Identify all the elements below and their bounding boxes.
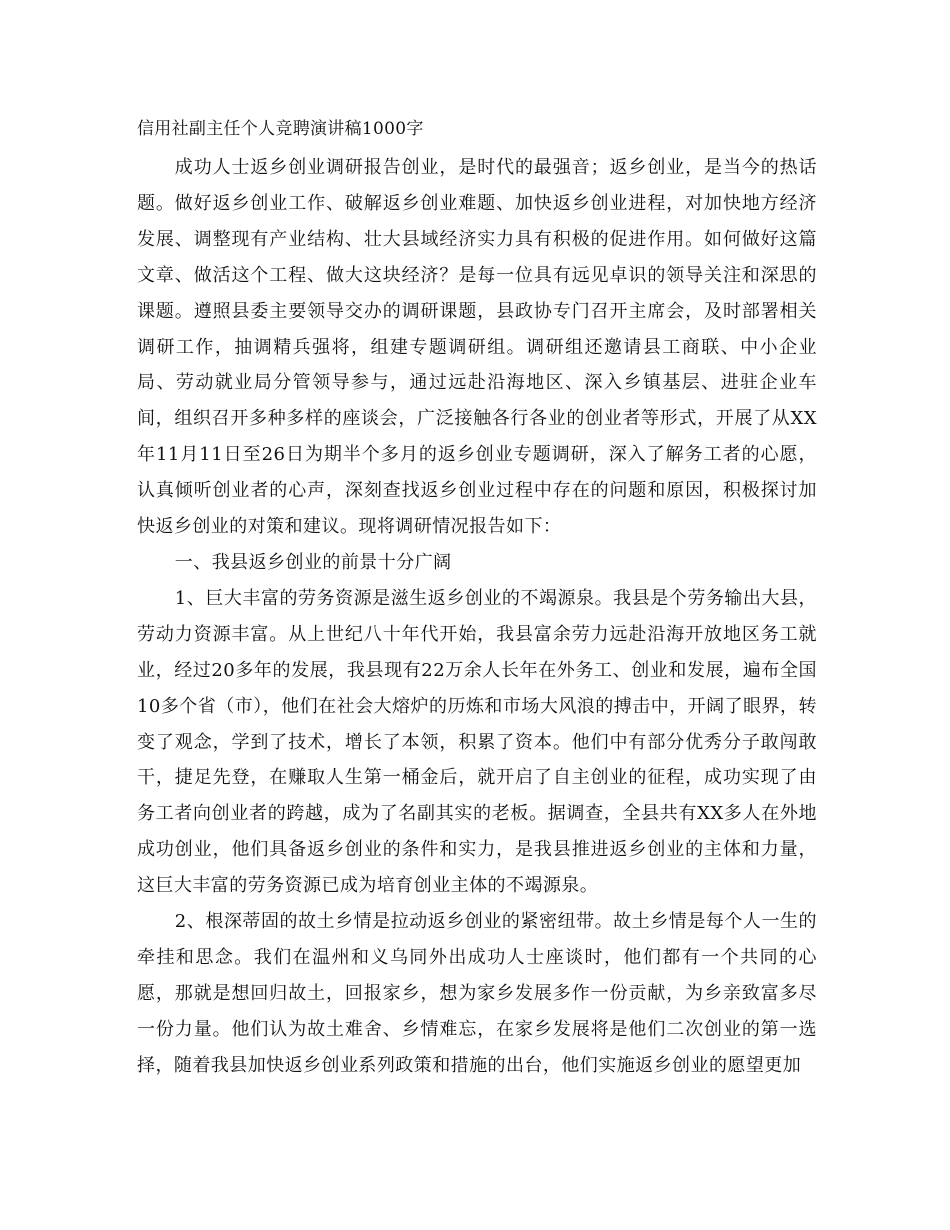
paragraph-labor-resources: 1、巨大丰富的劳务资源是滋生返乡创业的不竭源泉。我县是个劳务输出大县，劳动力资源丰富。从上世纪八十年代开始，我县富余劳力远赴沿海开放地区务工就业，经过20多年的发展，我县现有22万余人长年在外务工、创业和发展，遍布全国10多个省（市），他们在社会大熔炉的历炼和市场大风浪的搏击中，开阔了眼界，转变了观念，学到了技术，增长了本领，积累了资本。他们中有部分优秀分子敢闯敢干，捷足先登，在赚取人生第一桶金后，就开启了自主创业的征程，成功实现了由务工者向创业者的跨越，成为了名副其实的老板。据调查，全县共有XX多人在外地成功创业，他们具备返乡创业的条件和实力，是我县推进返乡创业的主体和力量，这巨大丰富的劳务资源已成为培育创业主体的不竭源泉。 (137, 587, 817, 897)
paragraph-intro: 成功人士返乡创业调研报告创业，是时代的最强音；返乡创业，是当今的热话题。做好返乡创业工作、破解返乡创业难题、加快返乡创业进程，对加快地方经济发展、调整现有产业结构、壮大县域经济实力具有积极的促进作用。如何做好这篇文章、做活这个工程、做大这块经济？是每一位具有远见卓识的领导关注和深思的课题。遵照县委主要领导交办的调研课题，县政协专门召开主席会，及时部署相关调研工作，抽调精兵强将，组建专题调研组。调研组还邀请县工商联、中小企业局、劳动就业局分管领导参与，通过远赴沿海地区、深入乡镇基层、进驻企业车间，组织召开多种多样的座谈会，广泛接触各行各业的创业者等形式，开展了从XX年11月11日至26日为期半个多月的返乡创业专题调研，深入了解务工者的心愿，认真倾听创业者的心声，深刻查找返乡创业过程中存在的问题和原因，积极探讨加快返乡创业的对策和建议。现将调研情况报告如下： (137, 157, 817, 538)
paragraph-hometown-ties: 2、根深蒂固的故土乡情是拉动返乡创业的紧密纽带。故土乡情是每个人一生的牵挂和思念。我们在温州和义乌同外出成功人士座谈时，他们都有一个共同的心愿，那就是想回归故土，回报家乡，想为家乡发展多作一份贡献，为乡亲致富多尽一份力量。他们认为故土难舍、乡情难忘，在家乡发展将是他们二次创业的第一选择，随着我县加快返乡创业系列政策和措施的出台，他们实施返乡创业的愿望更加 (137, 911, 817, 1076)
document-title: 信用社副主任个人竞聘演讲稿1000字 (137, 119, 424, 139)
document-body (137, 150, 817, 1084)
section-heading: 一、我县返乡创业的前景十分广阔 (174, 551, 452, 573)
